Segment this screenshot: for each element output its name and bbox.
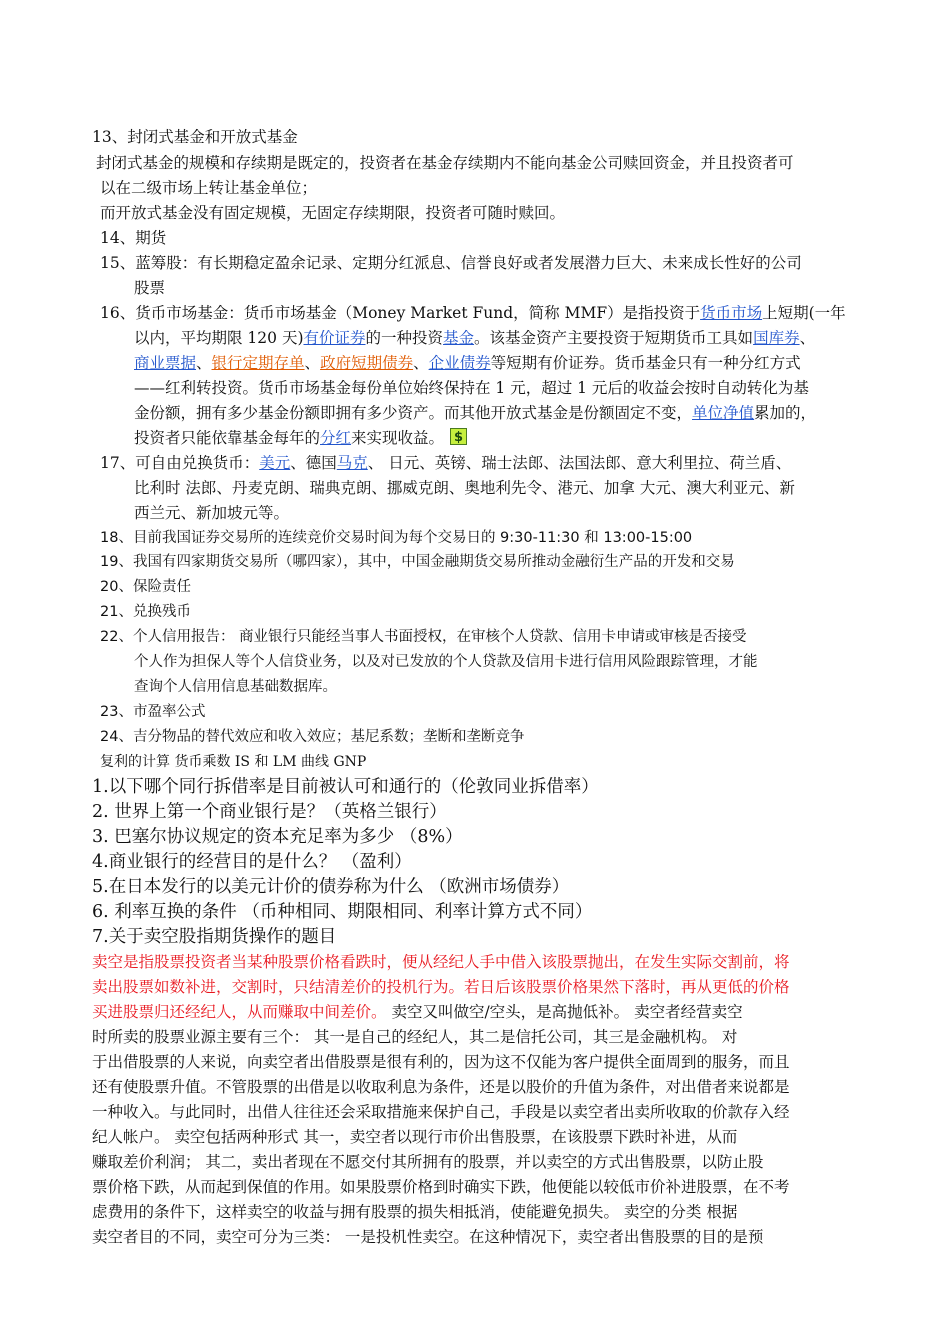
question-item: 5.在日本发行的以美元计价的债券称为什么 （欧洲市场债券） [92,877,570,897]
section-22-line: 个人作为担保人等个人信贷业务，以及对已发放的个人贷款及信用卡进行信用风险跟踪管理，才能 [134,654,758,670]
question-item: 4.商业银行的经营目的是什么？ （盈利） [92,852,412,872]
text: 投资者只能依靠基金每年的 [134,429,321,447]
link-mark[interactable]: 马克 [336,454,368,472]
text: 以内，平均期限 120 天) [134,329,304,347]
link-nav[interactable]: 单位净值 [692,404,755,422]
short-selling-line: 虑费用的条件下，这样卖空的收益与拥有股票的损失相抵消，使能避免损失。 卖空的分类 根据 [92,1203,738,1221]
text: 、 日元、英镑、瑞士法郎、法国法郎、意大利里拉、荷兰盾、 [367,454,792,472]
text: 来实现收益。 [351,429,445,447]
short-selling-line: 还有使股票升值。不管股票的出借是以收取利息为条件，还是以股价的升值为条件，对出借者来说都是 [92,1078,790,1096]
dollar-icon[interactable] [450,428,467,445]
section-22-line: 查询个人信用信息基础数据库。 [134,679,337,695]
section-16-line [134,401,816,425]
short-selling-definition: 卖空是指股票投资者当某种股票价格看跌时，便从经纪人手中借入该股票抛出，在发生实际交割前，将 [92,953,790,971]
question-item: 3. 巴塞尔协议规定的资本充足率为多少 （8%） [92,827,463,847]
short-selling-line: 于出借股票的人来说，向卖空者出借股票是很有利的，因为这不仅能为客户提供全面周到的服务，而且 [92,1053,790,1071]
link-corp-bond[interactable]: 企业债券 [428,354,491,372]
text: 累加的， [754,404,817,422]
text: 等短期有价证券。货币基金只有一种分红方式 [490,354,801,372]
section-20: 20、保险责任 [100,579,191,595]
short-selling-line: 纪人帐户。 卖空包括两种形式 其一，卖空者以现行市价出售股票，在该股票下跌时补进，从而 [92,1128,738,1146]
text: 、 [304,354,321,372]
text: 上短期(一年 [762,304,846,322]
section-17-line: 西兰元、新加坡元等。 [134,504,290,522]
link-usd[interactable]: 美元 [259,454,291,472]
link-money-market[interactable]: 货币市场 [700,304,763,322]
question-item: 7.关于卖空股指期货操作的题目 [92,927,337,947]
section-14: 14、期货 [100,229,167,247]
short-selling-line: 时所卖的股票业源主要有三个： 其一是自己的经纪人，其二是信托公司，其三是金融机构。 对 [92,1028,738,1046]
short-selling-definition: 买进股票归还经纪人，从而赚取中间差价。 [92,1003,387,1021]
question-item: 1.以下哪个同行拆借率是目前被认可和通行的（伦敦同业拆借率） [92,777,599,797]
text: 金份额，拥有多少基金份额即拥有多少资产。而其他开放式基金是份额固定不变， [134,404,693,422]
question-item: 2. 世界上第一个商业银行是？（英格兰银行） [92,802,447,822]
short-selling-line: 赚取差价利润； 其二，卖出者现在不愿交付其所拥有的股票，并以卖空的方式出售股票，以防止股 [92,1153,764,1171]
short-selling-line: 票价格下跌，从而起到保值的作用。如果股票价格到时确实下跌，他便能以较低市价补进股票，在不考 [92,1178,790,1196]
section-13-line: 封闭式基金的规模和存续期是既定的，投资者在基金存续期内不能向基金公司赎回资金，并且投资者可 [96,154,794,172]
text: 、 [196,354,212,372]
section-24: 24、吉分物品的替代效应和收入效应；基尼系数；垄断和垄断竞争 [100,729,525,745]
section-18: 18、目前我国证券交易所的连续竞价交易时间为每个交易日的 9:30-11:30 和 13:00-15:00 [100,530,693,546]
section-15-line: 股票 [134,279,166,297]
section-17-line: 比利时 法郎、丹麦克朗、瑞典克朗、挪威克朗、奥地利先令、港元、加拿 大元、澳大利亚元、新 [134,479,795,497]
section-13-title: 13、封闭式基金和开放式基金 [92,128,298,146]
section-16-line [100,301,846,325]
section-21: 21、兑换残币 [100,604,191,620]
text: 。该基金资产主要投资于短期货币工具如 [474,329,754,347]
section-23: 23、市盈率公式 [100,704,206,720]
section-22-line: 22、个人信用报告： 商业银行只能经当事人书面授权，在审核个人贷款、信用卡申请或审核是否接受 [100,629,747,645]
section-15-line: 15、蓝筹股：有长期稳定盈余记录、定期分红派息、信誉良好或者发展潜力巨大、未来成长性好的公司 [100,254,802,272]
link-commercial-paper[interactable]: 商业票据 [134,354,197,372]
text: 的一种投资 [365,329,444,347]
link-gov-bond[interactable]: 政府短期债券 [320,354,414,372]
text: 、德国 [290,454,337,472]
section-16-line [134,426,467,450]
text: 、 [799,329,816,347]
section-16-line: ——红利转投资。货币市场基金每份单位始终保持在 1 元，超过 1 元后的收益会按时自动转化为基 [134,379,809,397]
question-item: 6. 利率互换的条件 （币种相同、期限相同、利率计算方式不同） [92,902,593,922]
section-16-line [134,351,801,375]
text: 卖空又叫做空/空头，是高抛低补。 卖空者经营卖空 [386,1003,743,1021]
link-dividend[interactable]: 分红 [320,429,352,447]
short-selling-line: 一种收入。与此同时，出借人往往还会采取措施来保护自己，手段是以卖空者出卖所收取的价款存入经 [92,1103,790,1121]
short-selling-definition: 卖出股票如数补进，交割时，只结清差价的投机行为。若日后该股票价格果然下落时，再从更低的价格 [92,978,790,996]
short-selling-line: 卖空者目的不同，卖空可分为三类： 一是投机性卖空。在这种情况下，卖空者出售股票的目的是预 [92,1228,764,1246]
section-13-line: 以在二级市场上转让基金单位； [100,179,318,197]
link-treasury-bill[interactable]: 国库券 [753,329,800,347]
misc-topics: 复利的计算 货币乘数 IS 和 LM 曲线 GNP [100,754,367,770]
text: 16、货币市场基金：货币市场基金（Money Market Fund，简称 MMF）是指投资于 [100,304,701,322]
short-selling-line [92,1000,743,1024]
link-securities[interactable]: 有价证券 [303,329,366,347]
link-fund[interactable]: 基金 [443,329,475,347]
link-bank-cd[interactable]: 银行定期存单 [211,354,305,372]
section-17-line [100,451,791,475]
section-13-line: 而开放式基金没有固定规模，无固定存续期限，投资者可随时赎回。 [100,204,566,222]
section-16-line [134,326,815,350]
text: 17、可自由兑换货币： [100,454,260,472]
section-19: 19、我国有四家期货交易所（哪四家），其中，中国金融期货交易所推动金融衍生产品的开发和交易 [100,554,735,570]
text: 、 [413,354,429,372]
